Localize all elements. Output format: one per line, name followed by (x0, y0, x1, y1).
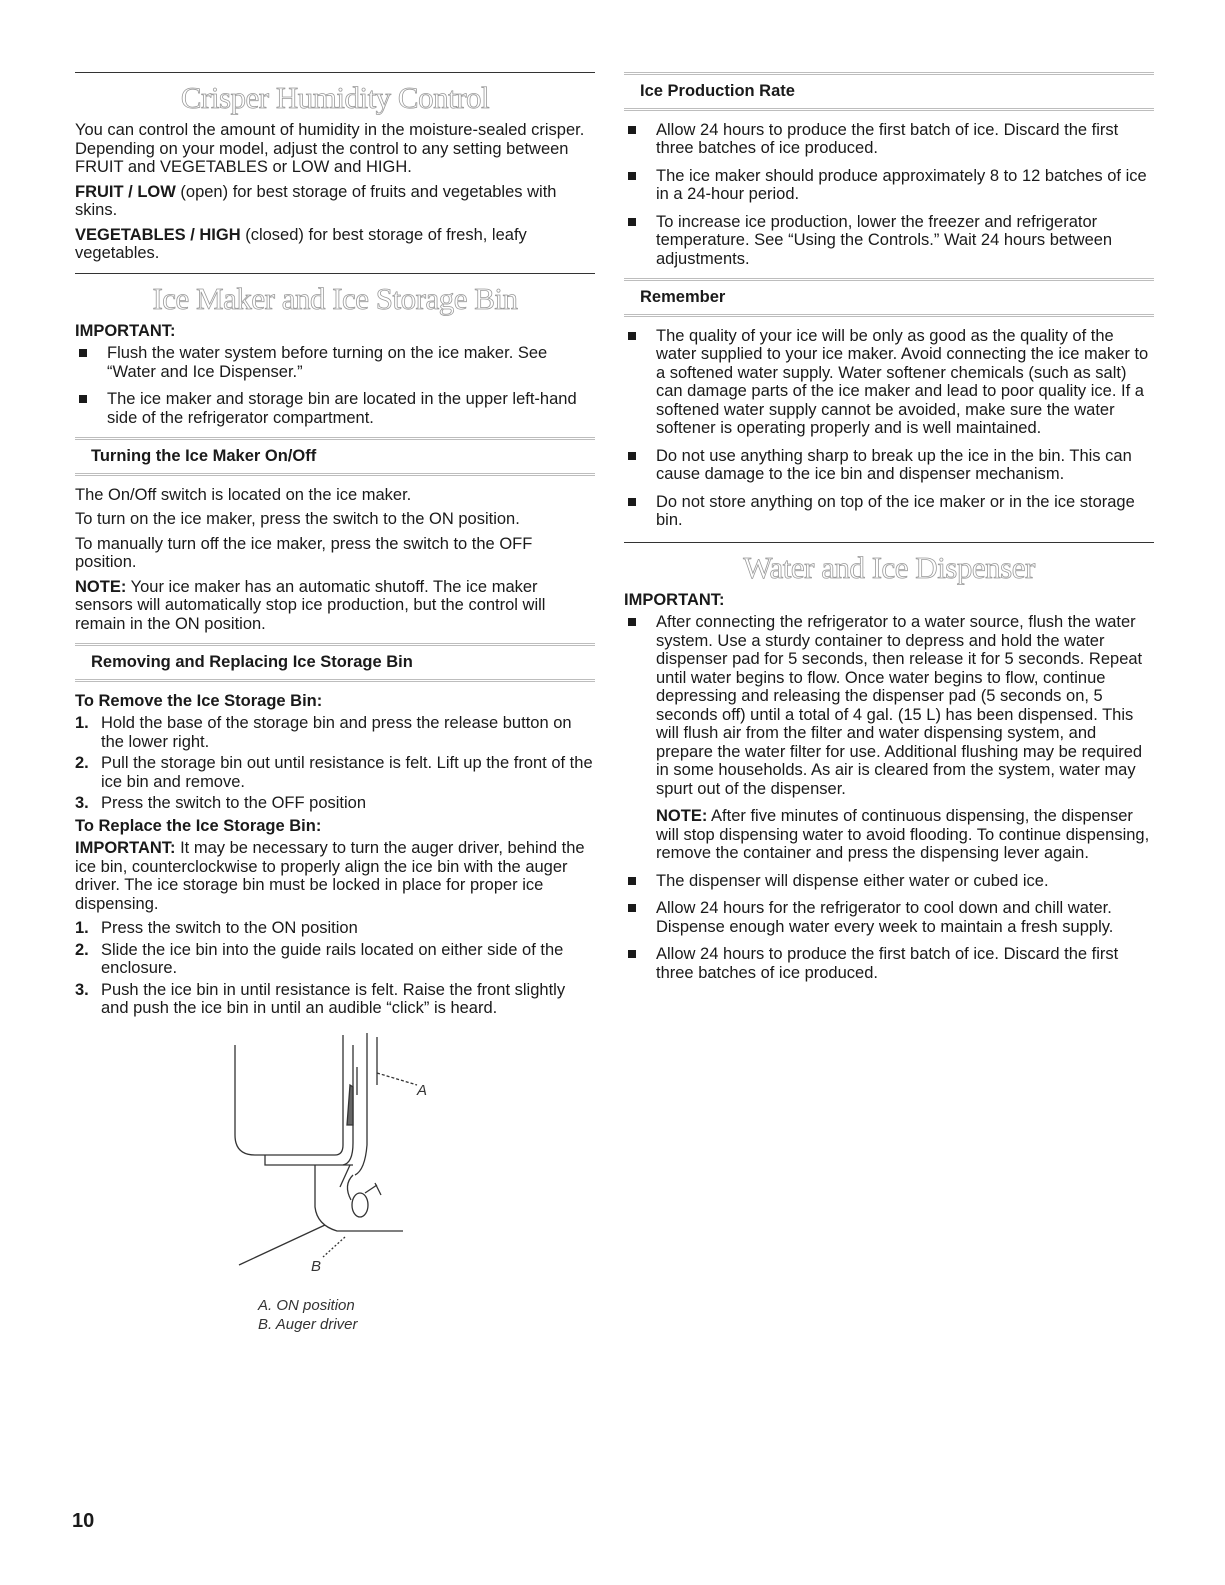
step-number: 2. (75, 940, 89, 959)
list-item: Do not store anything on top of the ice maker or in the ice storage bin. (624, 493, 1154, 530)
figure-label-a: A (417, 1082, 428, 1099)
list-item (75, 919, 595, 938)
remove-steps (75, 714, 595, 813)
veg-label: VEGETABLES / HIGH (75, 225, 241, 244)
left-column (75, 72, 595, 1022)
section-rule (75, 273, 595, 274)
page-number: 10 (72, 1510, 95, 1532)
step-text: Press the switch to the OFF position (101, 794, 367, 812)
list-item: After connecting the refrigerator to a water source, flush the water system. Use a sturdy container to depress and hold the water dispenser pad for 5 seconds, then release it for 5 seconds. Repeat until water begins to flow. Once water begins to flow, continue depressing and releasing the dispenser pad (5 seconds on, 5 seconds off) until a total of 4 gal. (15 L) has been dispensed. This will flush air from the filter and water dispensing system, and prepare the water filter for use. Additional flushing may be required in some households. As air is cleared from the system, water may spurt out of the dispenser. (624, 613, 1154, 798)
step-number: 3. (75, 794, 89, 812)
step-number: 2. (75, 754, 89, 772)
note-text: After five minutes of continuous dispensing, the dispenser will stop dispensing water to avoid flooding. To continue dispensing, remove the container and press the dispensing lever again. (656, 807, 1150, 862)
caption-b: B. Auger driver (258, 1316, 358, 1333)
onoff-p1: The On/Off switch is located on the ice maker. (75, 485, 412, 504)
dispenser-bullets-2 (624, 872, 1154, 983)
remember-heading: Remember (624, 278, 1154, 317)
step-text: Push the ice bin in until resistance is felt. Raise the front slightly and push the ice bin in until an audible “click” is heard. (101, 980, 566, 1017)
list-item: The dispenser will dispense either water or cubed ice. (624, 872, 1154, 891)
list-item (75, 714, 595, 751)
dispenser-note (624, 807, 1154, 863)
list-item: Do not use anything sharp to break up the ice in the bin. This can cause damage to the ice bin and dispenser mechanism. (624, 447, 1154, 484)
step-number: 3. (75, 980, 89, 999)
list-item: To increase ice production, lower the freezer and refrigerator temperature. See “Using the Controls.” Wait 24 hours between adjustments. (624, 213, 1154, 269)
replace-title: To Replace the Ice Storage Bin: (75, 816, 322, 835)
rate-heading: Ice Production Rate (624, 72, 1154, 111)
remove-title: To Remove the Ice Storage Bin: (75, 691, 323, 710)
note-text: Your ice maker has an automatic shutoff. The ice maker sensors will automatically stop ice production, but the control will remain in the ON position. (75, 577, 546, 633)
right-column (624, 72, 1154, 991)
icemaker-title: Ice Maker and Ice Storage Bin (152, 280, 518, 316)
figure-caption (258, 1296, 358, 1334)
onoff-p3: To manually turn off the ice maker, press the switch to the OFF position. (75, 534, 533, 571)
rate-bullets (624, 121, 1154, 269)
veg-text: (closed) for best storage of fresh, leafy vegetables. (75, 225, 527, 262)
caption-a: A. ON position (258, 1297, 355, 1314)
dispenser-title: Water and Ice Dispenser (743, 549, 1035, 585)
crisper-title: Crisper Humidity Control (180, 80, 490, 115)
bin-heading: Removing and Replacing Ice Storage Bin (75, 643, 595, 682)
important-text: It may be necessary to turn the auger driver, behind the ice bin, counterclockwise to properly align the ice bin with the auger driver. The ice storage bin must be locked in place for proper ice dispensing. (75, 839, 585, 913)
note-label: NOTE: (75, 577, 127, 596)
replace-steps (75, 919, 595, 1018)
crisper-veg (75, 226, 595, 263)
step-text: Pull the storage bin out until resistance is felt. Lift up the front of the ice bin and remove. (101, 754, 593, 791)
ice-bin-illustration (225, 1025, 435, 1295)
section-rule (75, 72, 595, 73)
note-label: NOTE: (656, 807, 708, 825)
fruit-label: FRUIT / LOW (75, 182, 176, 201)
step-number: 1. (75, 714, 89, 732)
list-item (75, 794, 595, 813)
step-text: Slide the ice bin into the guide rails located on either side of the enclosure. (101, 940, 564, 977)
section-rule (624, 542, 1154, 543)
onoff-heading: Turning the Ice Maker On/Off (75, 437, 595, 476)
list-item (75, 941, 595, 978)
step-text: Press the switch to the ON position (101, 919, 358, 937)
list-item: The ice maker should produce approximately 8 to 12 batches of ice in a 24-hour period. (624, 167, 1154, 204)
list-item: The quality of your ice will be only as good as the quality of the water supplied to your ice maker. Avoid connecting the ice maker to a softened water supply. Water softener chemicals (such as salt) can damage parts of the ice maker and lead to poor quality ice. If a softened water supply cannot be avoided, make sure the water softener is operating properly and is well maintained. (624, 327, 1154, 438)
important-label: IMPORTANT: (624, 590, 725, 609)
step-number: 1. (75, 919, 89, 937)
onoff-note (75, 578, 595, 634)
crisper-intro: You can control the amount of humidity in the moisture-sealed crisper. Depending on your model, adjust the control to any setting between FRUIT and VEGETABLES or LOW and HIGH. (75, 121, 585, 176)
onoff-p2: To turn on the ice maker, press the switch to the ON position. (75, 510, 520, 528)
list-item: Flush the water system before turning on the ice maker. See “Water and Ice Dispenser.” (75, 344, 595, 381)
list-item: Allow 24 hours to produce the first batch of ice. Discard the first three batches of ice produced. (624, 945, 1154, 982)
icemaker-bullets (75, 344, 595, 427)
dispenser-bullets (624, 613, 1154, 798)
important-label: IMPORTANT: (75, 321, 176, 340)
list-item: The ice maker and storage bin are located in the upper left-hand side of the refrigerator compartment. (75, 390, 595, 427)
important-label: IMPORTANT: (75, 839, 176, 857)
step-text: Hold the base of the storage bin and press the release button on the lower right. (101, 714, 572, 751)
crisper-fruit (75, 183, 595, 220)
list-item (75, 754, 595, 791)
list-item: Allow 24 hours to produce the first batch of ice. Discard the first three batches of ice produced. (624, 121, 1154, 158)
figure-label-b: B (311, 1258, 322, 1275)
list-item (75, 981, 595, 1018)
remember-bullets (624, 327, 1154, 530)
list-item: Allow 24 hours for the refrigerator to cool down and chill water. Dispense enough water every week to maintain a fresh supply. (624, 899, 1154, 936)
replace-important (75, 839, 595, 913)
fruit-text: (open) for best storage of fruits and vegetables with skins. (75, 182, 557, 219)
